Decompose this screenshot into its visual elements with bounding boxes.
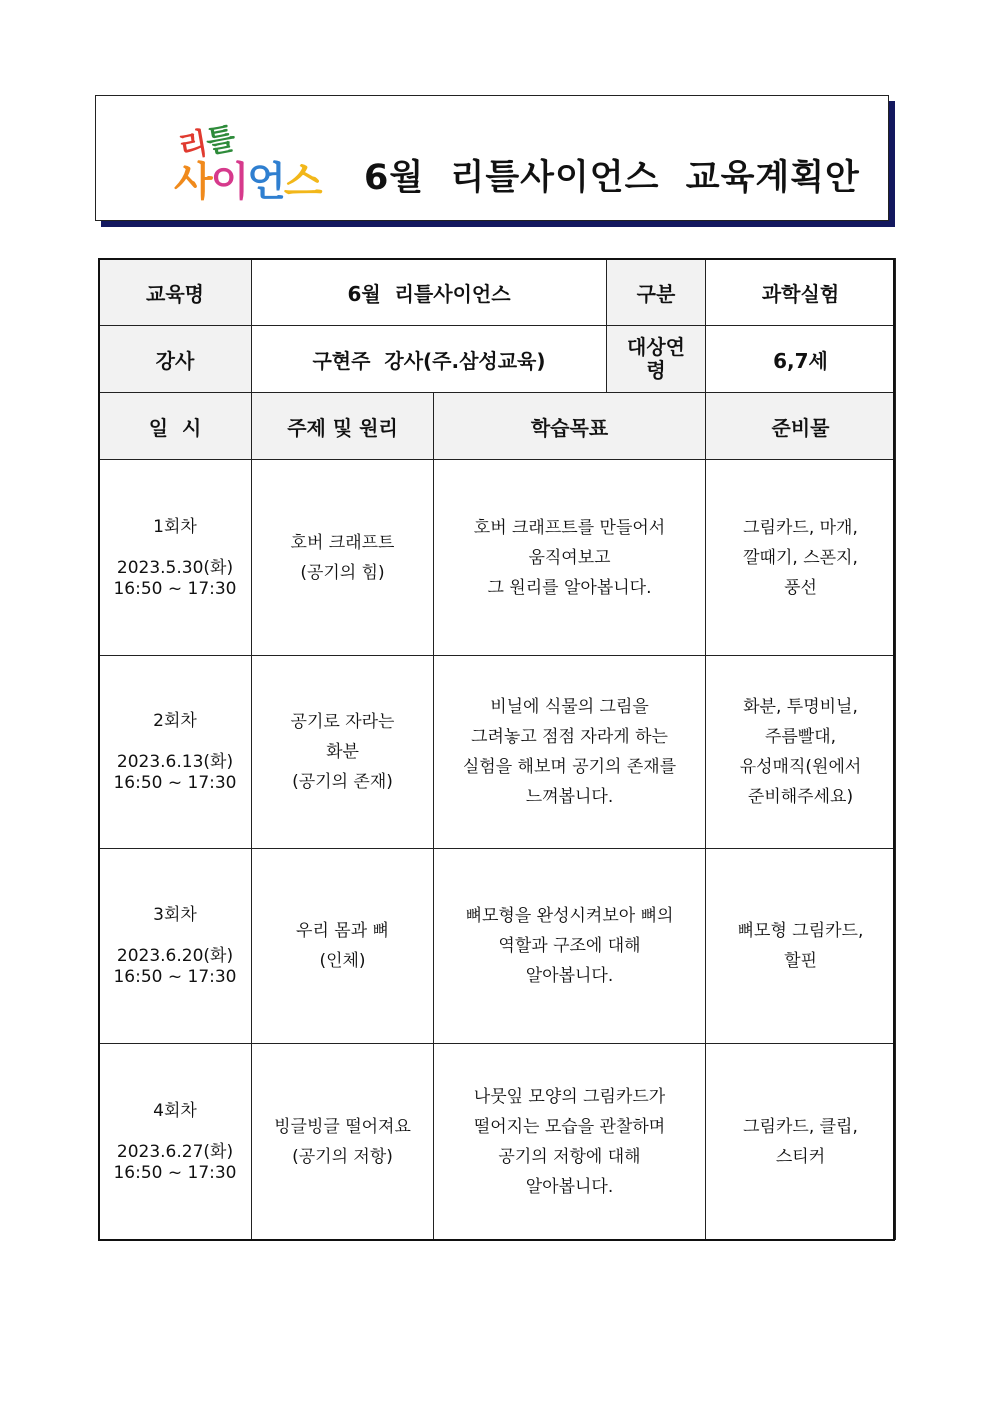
instructor-value: 구현주 강사(주.삼성교육) xyxy=(252,326,607,393)
title-box xyxy=(95,95,889,221)
session-materials: 그림카드, 클립, 스티커 xyxy=(706,1044,896,1240)
instructor-label: 강사 xyxy=(99,326,252,393)
age-value: 6,7세 xyxy=(706,326,896,393)
document-title: 6월 리틀사이언스 교육계획안 xyxy=(364,158,860,198)
session-row xyxy=(99,460,896,656)
logo-top-text: 리틀 xyxy=(175,121,238,166)
session-row xyxy=(99,656,896,849)
topic-column-header: 주제 및 원리 xyxy=(252,393,434,460)
session-materials: 그림카드, 마개, 깔때기, 스폰지, 풍선 xyxy=(706,460,896,656)
category-value: 과학실험 xyxy=(706,259,896,326)
session-row xyxy=(99,849,896,1044)
session-materials: 화분, 투명비닐, 주름빨대, 유성매직(원에서 준비해주세요) xyxy=(706,656,896,849)
course-row xyxy=(99,259,896,326)
education-plan-table xyxy=(98,258,896,1240)
category-label: 구분 xyxy=(607,259,706,326)
session-materials: 뼈모형 그림카드, 할핀 xyxy=(706,849,896,1044)
session-topic: 호버 크래프트 (공기의 힘) xyxy=(252,460,434,656)
session-topic: 우리 몸과 뼈 (인체) xyxy=(252,849,434,1044)
session-goal: 나뭇잎 모양의 그림카드가 떨어지는 모습을 관찰하며 공기의 저항에 대해 알아봅니다. xyxy=(434,1044,706,1240)
age-label: 대상연 령 xyxy=(607,326,706,393)
instructor-row xyxy=(99,326,896,393)
little-science-logo xyxy=(172,114,342,205)
session-topic: 빙글빙글 떨어져요 (공기의 저항) xyxy=(252,1044,434,1240)
column-header-row xyxy=(99,393,896,460)
session-goal: 뼈모형을 완성시켜보아 뼈의 역할과 구조에 대해 알아봅니다. xyxy=(434,849,706,1044)
session-goal: 비닐에 식물의 그림을 그려놓고 점점 자라게 하는 실험을 해보며 공기의 존재를 느껴봅니다. xyxy=(434,656,706,849)
session-schedule: 1회차 2023.5.30(화) 16:50 ~ 17:30 xyxy=(99,460,252,656)
course-value: 6월 리틀사이언스 xyxy=(252,259,607,326)
session-goal: 호버 크래프트를 만들어서 움직여보고 그 원리를 알아봅니다. xyxy=(434,460,706,656)
goal-column-header: 학습목표 xyxy=(434,393,706,460)
session-row xyxy=(99,1044,896,1240)
materials-column-header: 준비물 xyxy=(706,393,896,460)
course-label: 교육명 xyxy=(99,259,252,326)
logo-bottom-text: 사이언스 xyxy=(174,159,321,205)
session-schedule: 3회차 2023.6.20(화) 16:50 ~ 17:30 xyxy=(99,849,252,1044)
session-topic: 공기로 자라는 화분 (공기의 존재) xyxy=(252,656,434,849)
date-column-header: 일 시 xyxy=(99,393,252,460)
session-schedule: 4회차 2023.6.27(화) 16:50 ~ 17:30 xyxy=(99,1044,252,1240)
session-schedule: 2회차 2023.6.13(화) 16:50 ~ 17:30 xyxy=(99,656,252,849)
